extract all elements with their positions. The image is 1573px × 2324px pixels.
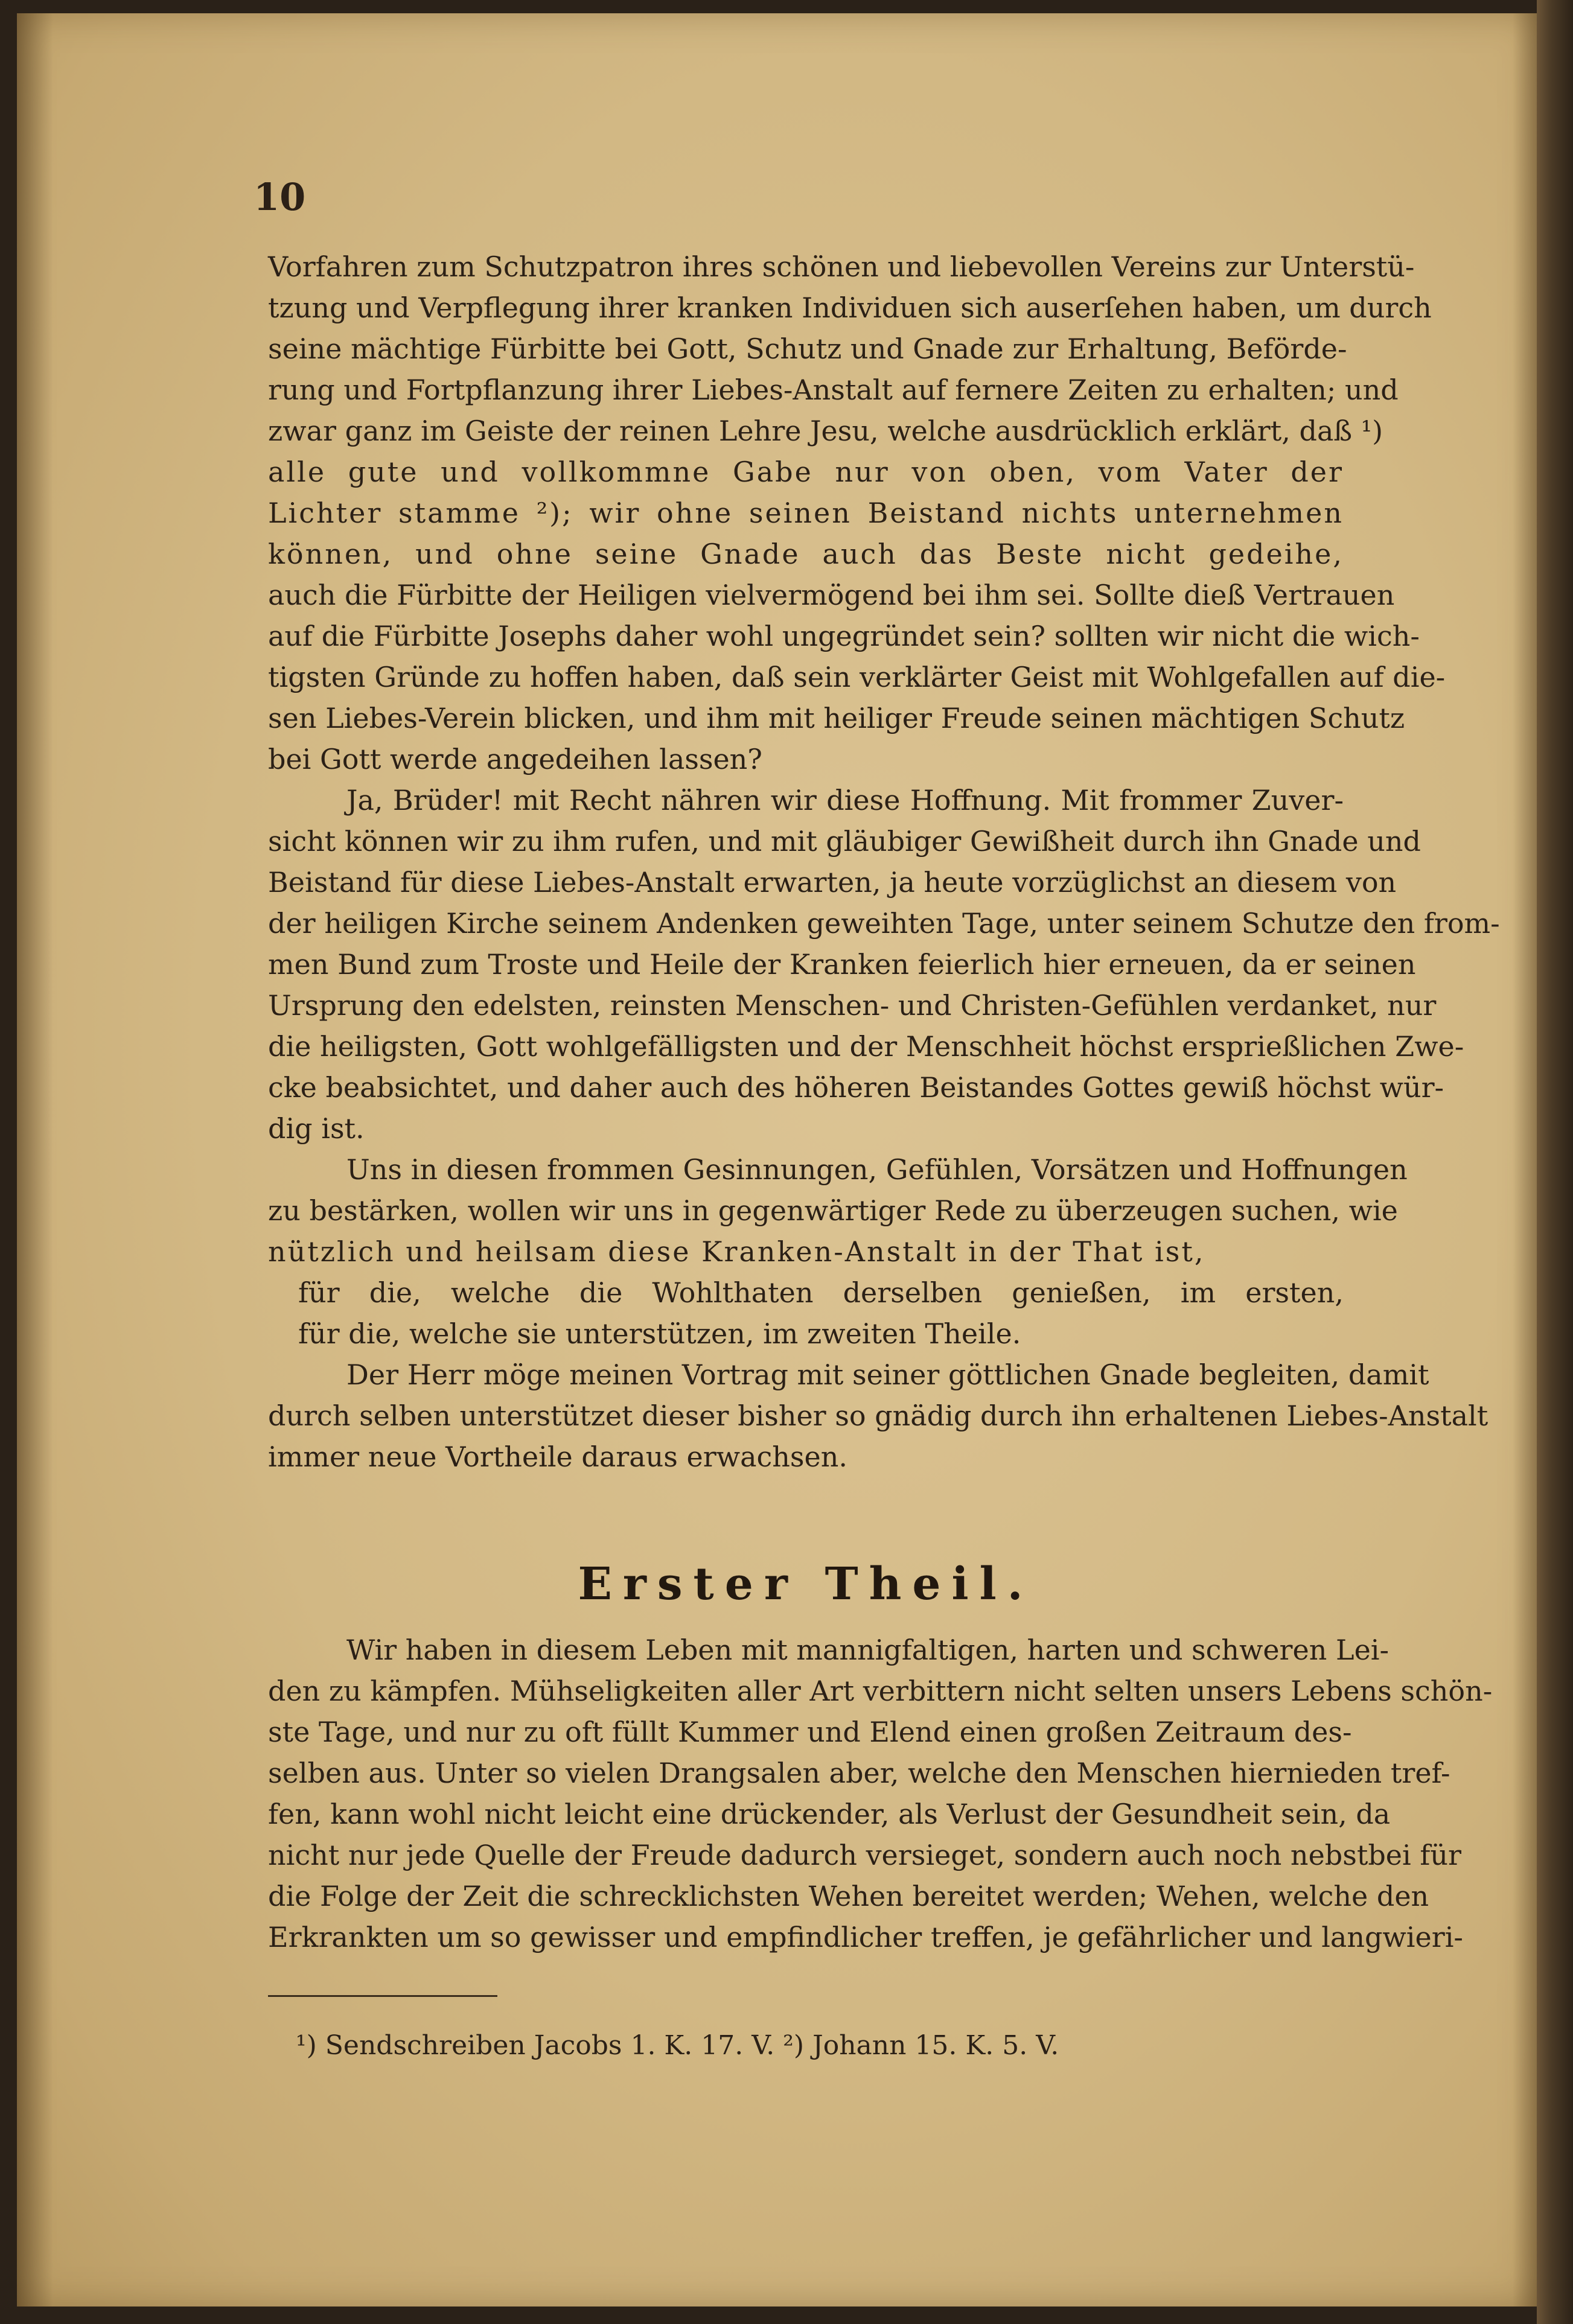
text-line: die heiligsten, Gott wohlgefälligsten und der Menschheit höchst ersprießlichen Zwe-: [268, 1030, 1464, 1063]
text-line: nicht nur jede Quelle der Freude dadurch versieget, sondern auch noch nebstbei für: [268, 1839, 1461, 1871]
text-line: zwar ganz im Geiste der reinen Lehre Jesu, welche ausdrücklich erklärt, daß ¹): [268, 415, 1383, 447]
text-line: die Folge der Zeit die schrecklichsten Wehen bereitet werden; Wehen, welche den: [268, 1880, 1429, 1912]
section-heading: Erster Theil.: [578, 1558, 1034, 1610]
text-line: Vorfahren zum Schutzpatron ihres schönen und liebevollen Vereins zur Unterstü-: [268, 250, 1415, 283]
text-line-emphasis: für die, welche die Wohlthaten derselben genießen, im ersten,: [298, 1276, 1344, 1309]
page-number: 10: [254, 175, 306, 219]
text-line: der heiligen Kirche seinem Andenken geweihten Tage, unter seinem Schutze den from-: [268, 907, 1500, 940]
text-line: sicht können wir zu ihm rufen, und mit gläubiger Gewißheit durch ihn Gnade und: [268, 825, 1421, 858]
text-line: Der Herr möge meinen Vortrag mit seiner göttlichen Gnade begleiten, damit: [346, 1358, 1429, 1391]
body-text-section-1: [268, 246, 1500, 1477]
text-line-emphasis: können, und ohne seine Gnade auch das Beste nicht gedeihe,: [268, 538, 1344, 570]
text-line: durch selben unterstützet dieser bisher so gnädig durch ihn erhaltenen Liebes-Anstalt: [268, 1399, 1488, 1432]
text-line: rung und Fortpflanzung ihrer Liebes-Anstalt auf fernere Zeiten zu erhalten; und: [268, 374, 1399, 406]
text-line: auf die Fürbitte Josephs daher wohl ungegründet sein? sollten wir nicht die wich-: [268, 620, 1420, 652]
text-line: fen, kann wohl nicht leicht eine drückender, als Verlust der Gesundheit sein, da: [268, 1798, 1391, 1830]
text-line: selben aus. Unter so vielen Drangsalen aber, welche den Menschen hiernieden tref-: [268, 1757, 1450, 1789]
text-line: Ja, Brüder! mit Recht nähren wir diese Hoffnung. Mit frommer Zuver-: [346, 784, 1344, 817]
text-line: men Bund zum Troste und Heile der Kranken feierlich hier erneuen, da er seinen: [268, 948, 1416, 981]
text-line: dig ist.: [268, 1112, 365, 1145]
book-edge: [1537, 0, 1573, 2324]
text-line: tigsten Gründe zu hoffen haben, daß sein verklärter Geist mit Wohlgefallen auf die-: [268, 661, 1446, 693]
text-line: auch die Fürbitte der Heiligen vielvermögend bei ihm sei. Sollte dieß Vertrauen: [268, 579, 1395, 611]
text-line: seine mächtige Fürbitte bei Gott, Schutz und Gnade zur Erhaltung, Beförde-: [268, 333, 1347, 365]
footnote-divider: [268, 1995, 497, 1997]
text-line: ste Tage, und nur zu oft füllt Kummer und Elend einen großen Zeitraum des-: [268, 1716, 1352, 1748]
text-line: zu bestärken, wollen wir uns in gegenwärtiger Rede zu überzeugen suchen, wie: [268, 1194, 1398, 1227]
text-line: bei Gott werde angedeihen lassen?: [268, 743, 762, 775]
text-line: den zu kämpfen. Mühseligkeiten aller Art verbittern nicht selten unsers Lebens schön-: [268, 1675, 1493, 1707]
text-line: sen Liebes-Verein blicken, und ihm mit heiliger Freude seinen mächtigen Schutz: [268, 702, 1405, 734]
body-text-section-2: [268, 1629, 1493, 1958]
text-line-emphasis: nützlich und heilsam diese Kranken-Anstalt in der That ist,: [268, 1235, 1205, 1268]
text-line-emphasis: für die, welche sie unterstützen, im zweiten Theile.: [298, 1317, 1021, 1350]
text-line-emphasis: alle gute und vollkommne Gabe nur von oben, vom Vater der: [268, 456, 1344, 488]
text-line: Wir haben in diesem Leben mit mannigfaltigen, harten und schweren Lei-: [346, 1634, 1390, 1666]
text-line: Ursprung den edelsten, reinsten Menschen- und Christen-Gefühlen verdanket, nur: [268, 989, 1437, 1022]
text-line: Beistand für diese Liebes-Anstalt erwarten, ja heute vorzüglichst an diesem von: [268, 866, 1397, 899]
text-line: cke beabsichtet, und daher auch des höheren Beistandes Gottes gewiß höchst wür-: [268, 1071, 1444, 1104]
text-line: Uns in diesen frommen Gesinnungen, Gefühlen, Vorsätzen und Hoffnungen: [346, 1153, 1408, 1186]
text-line: tzung und Verpflegung ihrer kranken Individuen sich auserſehen haben, um durch: [268, 291, 1432, 324]
text-line: Erkrankten um so gewisser und empfindlicher treffen, je gefährlicher und langwieri-: [268, 1921, 1463, 1953]
footnote: ¹) Sendschreiben Jacobs 1. K. 17. V. ²) Johann 15. K. 5. V.: [296, 2030, 1059, 2061]
text-line: immer neue Vortheile daraus erwachsen.: [268, 1441, 848, 1473]
text-line-emphasis: Lichter stamme ²); wir ohne seinen Beistand nichts unternehmen: [268, 497, 1344, 529]
